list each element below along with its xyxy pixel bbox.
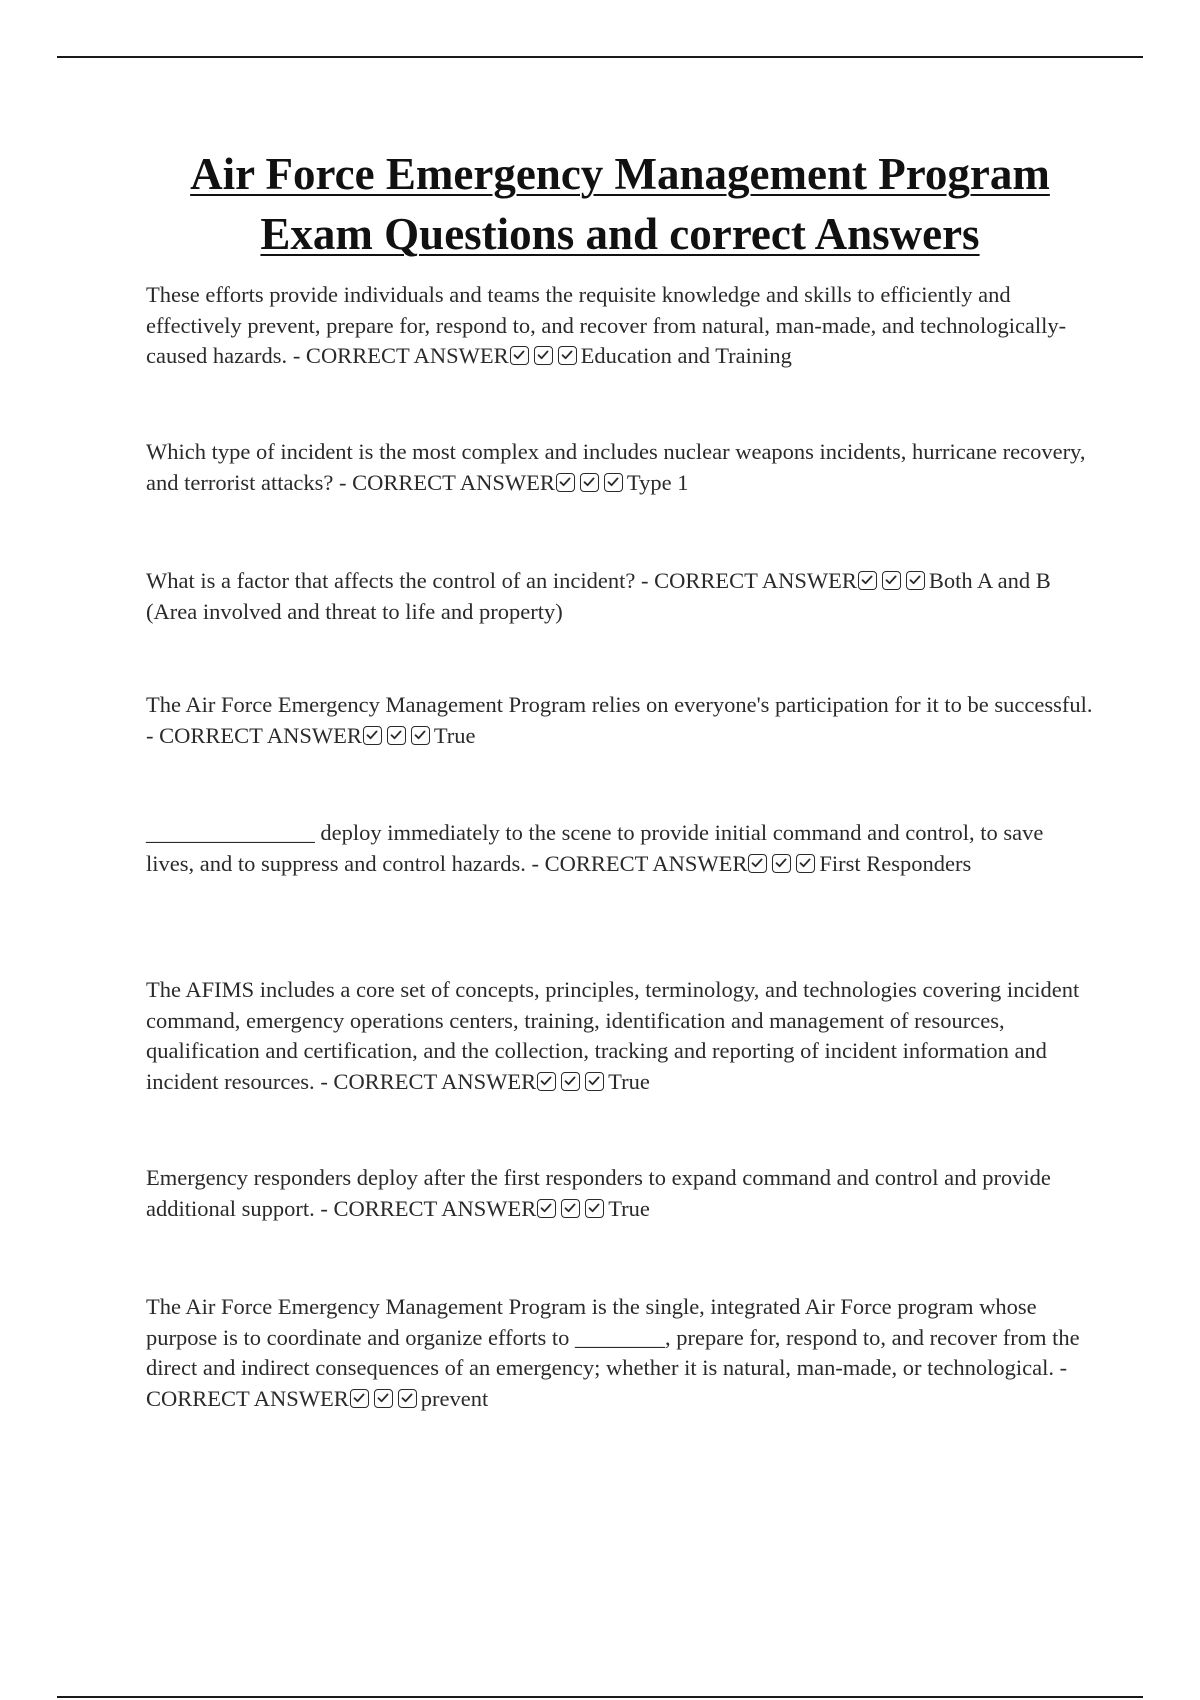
checked-box-icon xyxy=(772,854,791,873)
answer-checks xyxy=(509,343,581,368)
answer-checks xyxy=(536,1196,608,1221)
checked-box-icon xyxy=(748,854,767,873)
checked-box-icon xyxy=(561,1072,580,1091)
bottom-rule xyxy=(57,1696,1143,1698)
question-text: _______________ deploy immediately to the scene to provide initial command and control, to save lives, and to suppress and control hazards. xyxy=(146,820,1044,876)
qa-item-3 xyxy=(146,566,1096,627)
checked-box-icon xyxy=(374,1389,393,1408)
answer-prefix: - CORRECT ANSWER xyxy=(333,469,555,495)
qa-item-4 xyxy=(146,690,1096,751)
answer-checks xyxy=(349,1386,421,1411)
answer-prefix: - CORRECT ANSWER xyxy=(314,1195,537,1221)
answer-prefix: - CORRECT ANSWER xyxy=(525,850,748,876)
title-line-2: Exam Questions and correct Answers xyxy=(260,209,980,259)
answer-prefix: - CORRECT ANSWER xyxy=(146,1355,1068,1411)
checked-box-icon xyxy=(585,1072,604,1091)
answer-prefix: - CORRECT ANSWER xyxy=(635,568,857,593)
answer-text: First Responders xyxy=(819,850,972,876)
answer-checks xyxy=(747,851,819,876)
checked-box-icon xyxy=(580,473,599,492)
question-text: Emergency responders deploy after the first responders to expand command and control and provide additional support. xyxy=(146,1165,1051,1221)
checked-box-icon xyxy=(558,346,577,365)
checked-box-icon xyxy=(411,726,430,745)
checked-box-icon xyxy=(561,1199,580,1218)
checked-box-icon xyxy=(796,854,815,873)
checked-box-icon xyxy=(398,1389,417,1408)
question-text: The AFIMS includes a core set of concepts, principles, terminology, and technologies covering incident command, emergency operations centers, training, identification and management of resources, qualification and certification, and the collection, tracking and reporting of incident information and incident resources. xyxy=(146,977,1080,1094)
checked-box-icon xyxy=(363,726,382,745)
qa-item-1 xyxy=(146,280,1096,372)
qa-item-7 xyxy=(146,1163,1096,1224)
answer-checks xyxy=(555,470,627,495)
answer-text: Both A and B (Area involved and threat to life and property) xyxy=(146,568,1051,624)
answer-checks xyxy=(362,723,434,748)
answer-text: Education and Training xyxy=(580,343,792,368)
question-text: What is a factor that affects the control of an incident? xyxy=(146,568,636,593)
checked-box-icon xyxy=(537,1199,556,1218)
answer-checks xyxy=(536,1069,608,1094)
answer-text: True xyxy=(433,722,476,748)
document-title xyxy=(90,144,1150,264)
qa-item-6 xyxy=(146,975,1096,1097)
checked-box-icon xyxy=(556,473,575,492)
checked-box-icon xyxy=(534,346,553,365)
checked-box-icon xyxy=(537,1072,556,1091)
answer-prefix: - CORRECT ANSWER xyxy=(146,722,362,748)
qa-item-5 xyxy=(146,818,1096,879)
top-rule xyxy=(57,56,1143,58)
question-text: The Air Force Emergency Management Program relies on everyone's participation for it to be successful. xyxy=(146,692,1093,717)
checked-box-icon xyxy=(604,473,623,492)
checked-box-icon xyxy=(882,571,901,590)
checked-box-icon xyxy=(510,346,529,365)
checked-box-icon xyxy=(350,1389,369,1408)
question-text: The Air Force Emergency Management Program is the single, integrated Air Force program whose purpose is to coordinate and organize efforts to ________, prepare for, respond to, and recover from the direct and indirect consequences of an emergency; whether it is natural, man-made, or technological. xyxy=(146,1294,1080,1380)
checked-box-icon xyxy=(858,571,877,590)
answer-text: True xyxy=(608,1068,650,1094)
answer-checks xyxy=(857,568,929,593)
title-line-1: Air Force Emergency Management Program xyxy=(190,149,1050,199)
question-text: Which type of incident is the most complex and includes nuclear weapons incidents, hurricane recovery, and terrorist attacks? xyxy=(146,439,1086,495)
question-text: These efforts provide individuals and teams the requisite knowledge and skills to efficiently and effectively prevent, prepare for, respond to, and recover from natural, man-made, and technologically-caused hazards. xyxy=(146,282,1067,368)
checked-box-icon xyxy=(387,726,406,745)
answer-text: Type 1 xyxy=(626,469,689,495)
checked-box-icon xyxy=(585,1199,604,1218)
answer-text: prevent xyxy=(420,1385,489,1411)
qa-item-8 xyxy=(146,1292,1096,1414)
qa-item-2 xyxy=(146,437,1096,498)
answer-prefix: - CORRECT ANSWER xyxy=(314,1068,537,1094)
checked-box-icon xyxy=(906,571,925,590)
answer-prefix: - CORRECT ANSWER xyxy=(287,343,509,368)
answer-text: True xyxy=(608,1195,650,1221)
